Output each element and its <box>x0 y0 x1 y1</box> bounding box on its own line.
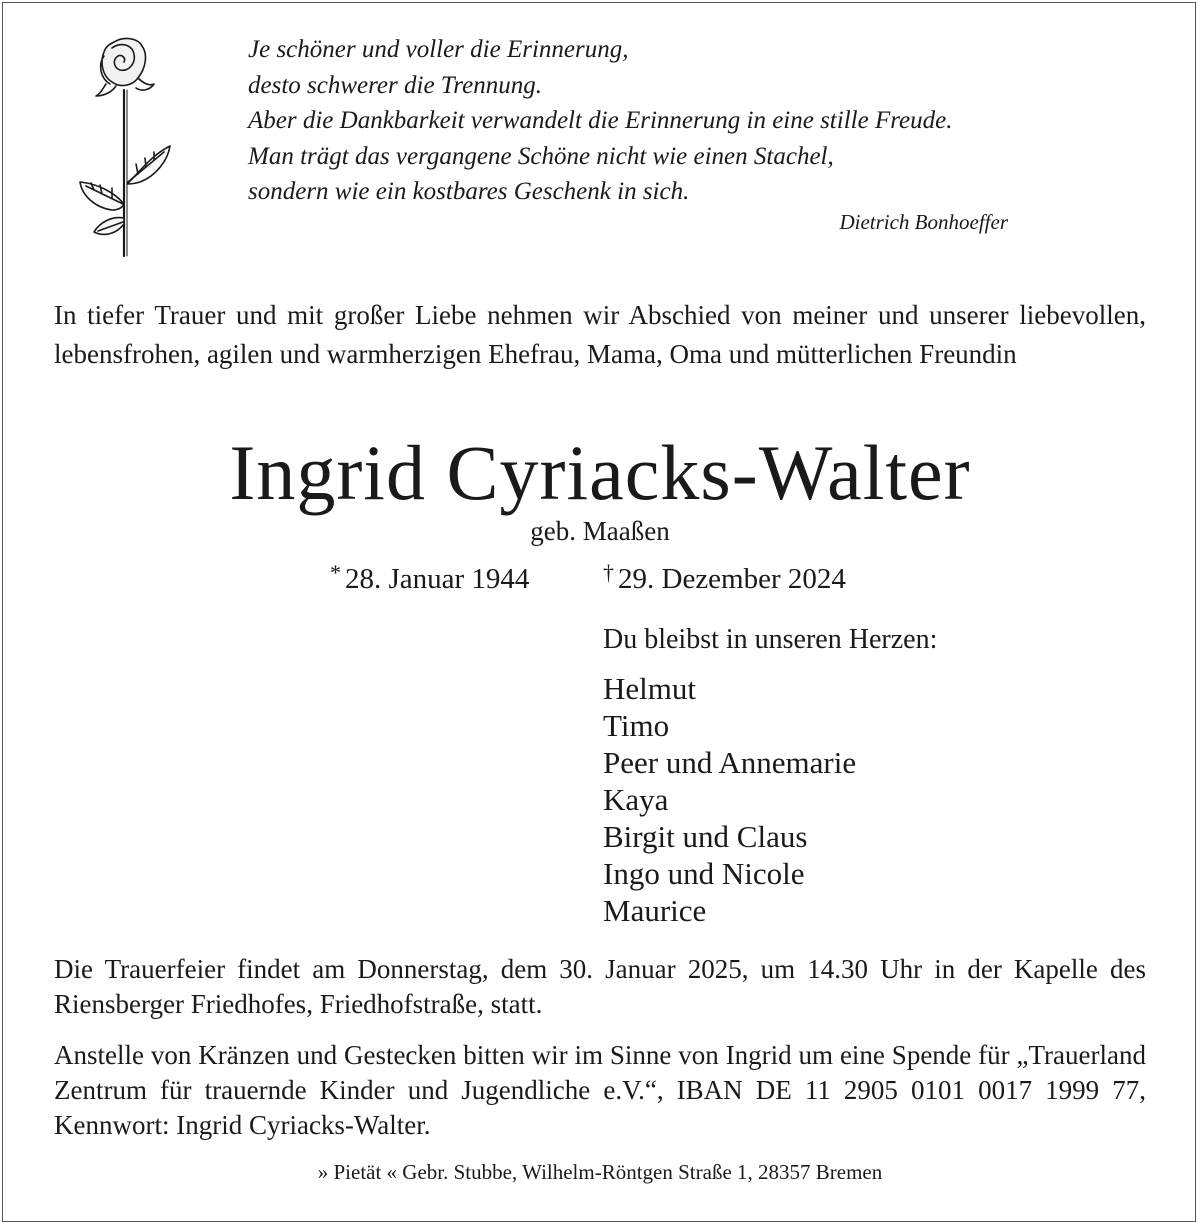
quote-line: Man trägt das vergangene Schöne nicht wie einen Stachel, <box>248 142 834 170</box>
maiden-name: geb. Maaßen <box>530 516 670 546</box>
family-member: Peer und Annemarie <box>603 745 857 780</box>
quote-author: Dietrich Bonhoeffer <box>839 210 1008 234</box>
intro-text: In tiefer Trauer und mit großer Liebe nehmen wir Abschied von meiner und unserer liebevollen, lebensfrohen, agilen und warmherzigen Ehefrau, Mama, Oma und mütterlichen Freundin <box>54 300 1146 369</box>
family-member: Ingo und Nicole <box>603 856 805 891</box>
family-list <box>603 670 856 929</box>
funeral-home-footer: » Pietät « Gebr. Stubbe, Wilhelm-Röntgen Straße 1, 28357 Bremen <box>317 1160 883 1184</box>
rose-icon <box>72 34 182 264</box>
donation-info: Anstelle von Kränzen und Gestecken bitten wir im Sinne von Ingrid um eine Spende für „Trauerland Zentrum für trauernde Kinder und Jugendliche e.V.“, IBAN DE 11 2905 0101 0017 1999 77, Kennwort: Ingrid Cyriacks-Walter. <box>54 1040 1146 1140</box>
deceased-name: Ingrid Cyriacks-Walter <box>229 429 971 516</box>
family-member: Maurice <box>603 893 707 928</box>
family-member: Kaya <box>603 782 669 817</box>
ceremony-info: Die Trauerfeier findet am Donnerstag, dem 30. Januar 2025, um 14.30 Uhr in der Kapelle des Riensberger Friedhofes, Friedhofstraße, statt. <box>54 954 1146 1019</box>
birth-date: 28. Januar 1944 <box>345 563 530 595</box>
quote-line: sondern wie ein kostbares Geschenk in sich. <box>248 178 690 206</box>
quote-line: desto schwerer die Trennung. <box>248 71 542 99</box>
quote-line: Aber die Dankbarkeit verwandelt die Erinnerung in eine stille Freude. <box>248 107 953 135</box>
family-member: Helmut <box>603 671 696 706</box>
family-member: Timo <box>603 708 670 743</box>
quote-line: Je schöner und voller die Erinnerung, <box>248 36 629 63</box>
death-date: 29. Dezember 2024 <box>618 563 846 595</box>
death-info <box>603 560 846 596</box>
death-symbol: † <box>603 560 614 585</box>
birth-symbol: * <box>330 560 341 585</box>
quote <box>248 32 1048 210</box>
family-member: Birgit und Claus <box>603 819 808 854</box>
birth-info <box>330 560 529 596</box>
family-intro: Du bleibst in unseren Herzen: <box>603 624 938 655</box>
